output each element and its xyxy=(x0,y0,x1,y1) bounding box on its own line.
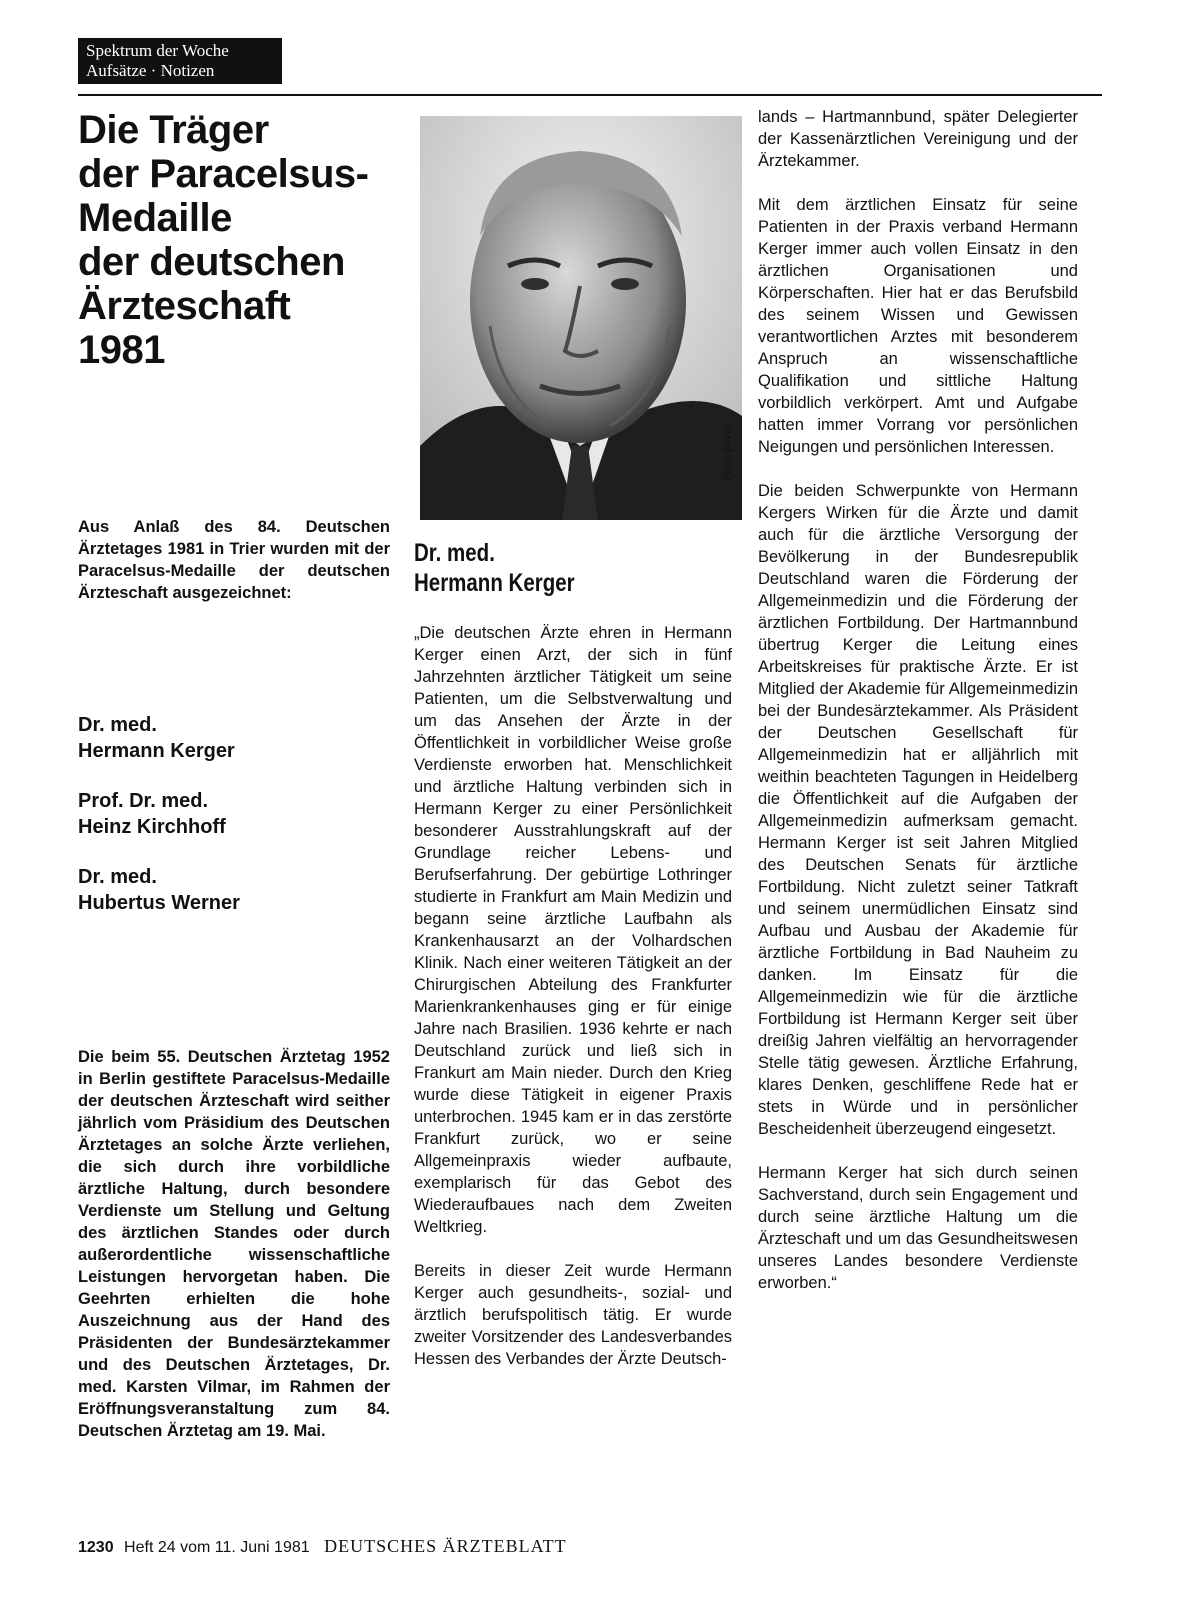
section-label-line1: Spektrum der Woche xyxy=(86,41,229,60)
recipient-item xyxy=(78,788,390,840)
body-paragraph: Bereits in dieser Zeit wurde Hermann Kerger auch gesundheits-, sozial- und ärztlich berufspolitisch tätig. Er wurde zweiter Vorsitzender des Landesverbandes Hessen des Verbandes der Ärzte Deutsch- xyxy=(414,1262,732,1368)
recipient-name: Hubertus Werner xyxy=(78,892,240,914)
top-divider xyxy=(78,94,1102,96)
portrait-photo xyxy=(420,116,742,520)
body-paragraph: Mit dem ärztlichen Einsatz für seine Patienten in der Praxis verband Hermann Kerger immer auch vollen Einsatz in den ärztlichen Organisationen und Körperschaften. Hier hat er das Berufsbild des seinem Wissen und Gewissen verantwortlichen Arztes mit besonderem Anspruch an wissenschaftliche Qualifikation und sittliche Haltung vorbildlich verkörpert. Amt und Aufgabe hatten immer Vorrang vor persönlichen Neigungen und persönlichen Interessen. xyxy=(758,196,1078,456)
person-name: Hermann Kerger xyxy=(414,569,575,597)
section-label-line2: Aufsätze · Notizen xyxy=(86,61,215,80)
section-badge xyxy=(78,38,282,84)
middle-column xyxy=(414,622,732,1392)
page-footer xyxy=(78,1536,878,1557)
journal-name: DEUTSCHES ÄRZTEBLATT xyxy=(324,1536,567,1556)
person-title: Dr. med. xyxy=(414,539,495,567)
recipient-name: Hermann Kerger xyxy=(78,740,235,762)
recipient-title: Prof. Dr. med. xyxy=(78,790,209,812)
title-line: 1981 xyxy=(78,328,165,372)
recipient-item xyxy=(78,864,390,916)
title-line: Ärzteschaft xyxy=(78,284,291,328)
body-paragraph: lands – Hartmannbund, später Delegierter der Kassenärztlichen Vereinigung und der Ärztekammer. xyxy=(758,108,1078,170)
person-heading xyxy=(414,538,676,598)
recipient-list xyxy=(78,712,390,940)
recipient-title: Dr. med. xyxy=(78,714,157,736)
body-paragraph: „Die deutschen Ärzte ehren in Hermann Kerger einen Arzt, der sich in fünf Jahrzehnten ärztlicher Tätigkeit um seine Patienten, um die Selbstverwaltung und um das Ansehen der Ärzte in der Öffentlichkeit in vorbildlicher Weise große Verdienste erworben hat. Menschlichkeit und ärztliche Haltung verbinden sich in Hermann Kerger zu einer Persönlichkeit besonderer Ausstrahlungskraft auf der Grundlage reicher Lebens- und Berufserfahrung. Der gebürtige Lothringer studierte in Frankfurt am Main Medizin und begann seine ärztliche Laufbahn als Krankenhausarzt an der Volhardschen Klinik. Nach einer weiteren Tätigkeit an der Chirurgischen Abteilung des Frankfurter Marienkrankenhauses ging er für einige Jahre nach Brasilien. 1936 kehrte er nach Deutschland zurück und ließ sich in Frankurt am Main nieder. Durch den Krieg wurde diese Tätigkeit in eigener Praxis unterbrochen. 1945 kam er in das zerstörte Frankfurt zurück, wo er seine Allgemeinpraxis wieder aufbaute, exemplarisch für das Gebot des Wiederaufbaues nach dem Zweiten Weltkrieg. xyxy=(414,624,732,1236)
recipient-item xyxy=(78,712,390,764)
right-column xyxy=(758,106,1078,1316)
title-line: der deutschen xyxy=(78,240,345,284)
body-paragraph: Die beiden Schwerpunkte von Hermann Kergers Wirken für die Ärzte und damit auch für die ärztliche Versorgung der Bevölkerung in der Bundesrepublik Deutschland waren die Förderung der Allgemeinmedizin und die Förderung der ärztlichen Fortbildung. Der Hartmannbund übertrug Kerger die Leitung eines Arbeitskreises für praktische Ärzte. Er ist Mitglied der Akademie für Allgemeinmedizin bei der Bundesärztekammer. Als Präsident der Deutschen Gesellschaft für Allgemeinmedizin hat er alljährlich mit weithin beachteten Tagungen in Heidelberg die Öffentlichkeit auf die Aufgaben der Allgemeinmedizin aufmerksam gemacht. Hermann Kerger ist seit Jahren Mitglied des Deutschen Senats für ärztliche Fortbildung. Nicht zuletzt seiner Tatkraft und seinem unermüdlichen Einsatz sind Aufbau und Ausbau der Akademie für ärztliche Fortbildung in Bad Nauheim zu danken. Im Einsatz für die Allgemeinmedizin wie für die ärztliche Fortbildung ist Hermann Kerger seit über dreißig Jahren vielfältig an hervorragender Stelle tätig gewesen. Ärztliche Erfahrung, klares Denken, geschliffene Rede hat er stets in Würde und in persönlicher Bescheidenheit überzeugend eingesetzt. xyxy=(758,482,1078,1138)
recipient-title: Dr. med. xyxy=(78,866,157,888)
title-line: Medaille xyxy=(78,196,232,240)
portrait-illustration xyxy=(420,116,742,520)
article-title xyxy=(78,108,398,372)
history-paragraph: Die beim 55. Deutschen Ärztetag 1952 in Berlin gestiftete Paracelsus-Medaille der deutschen Ärzteschaft wird seither jährlich vom Präsidium des Deutschen Ärztetages an solche Ärzte verliehen, die sich durch ihre vorbildliche ärztliche Haltung, durch besondere Verdienste um Stellung und Geltung des ärztlichen Standes oder durch außerordentliche wissenschaftliche Leistungen hervorgetan haben. Die Geehrten erhielten die hohe Auszeichnung aus der Hand des Präsidenten der Bundesärztekammer und des Deutschen Ärztetages, Dr. med. Karsten Vilmar, im Rahmen der Eröffnungsveranstaltung zum 84. Deutschen Ärztetag am 19. Mai. xyxy=(78,1048,390,1440)
issue-info: Heft 24 vom 11. Juni 1981 xyxy=(124,1539,310,1556)
photo-credit: Foto: privat xyxy=(722,424,734,480)
intro-paragraph: Aus Anlaß des 84. Deutschen Ärztetages 1981 in Trier wurden mit der Paracelsus-Medaille der deutschen Ärzteschaft ausgezeichnet: xyxy=(78,518,390,602)
page-number: 1230 xyxy=(78,1539,114,1556)
recipient-name: Heinz Kirchhoff xyxy=(78,816,226,838)
body-paragraph: Hermann Kerger hat sich durch seinen Sachverstand, durch sein Engagement und durch seine ärztliche Haltung um die Ärzteschaft und um das Gesundheitswesen unseres Landes besondere Verdienste erworben.“ xyxy=(758,1164,1078,1292)
title-line: Die Träger xyxy=(78,108,269,152)
title-line: der Paracelsus- xyxy=(78,152,369,196)
